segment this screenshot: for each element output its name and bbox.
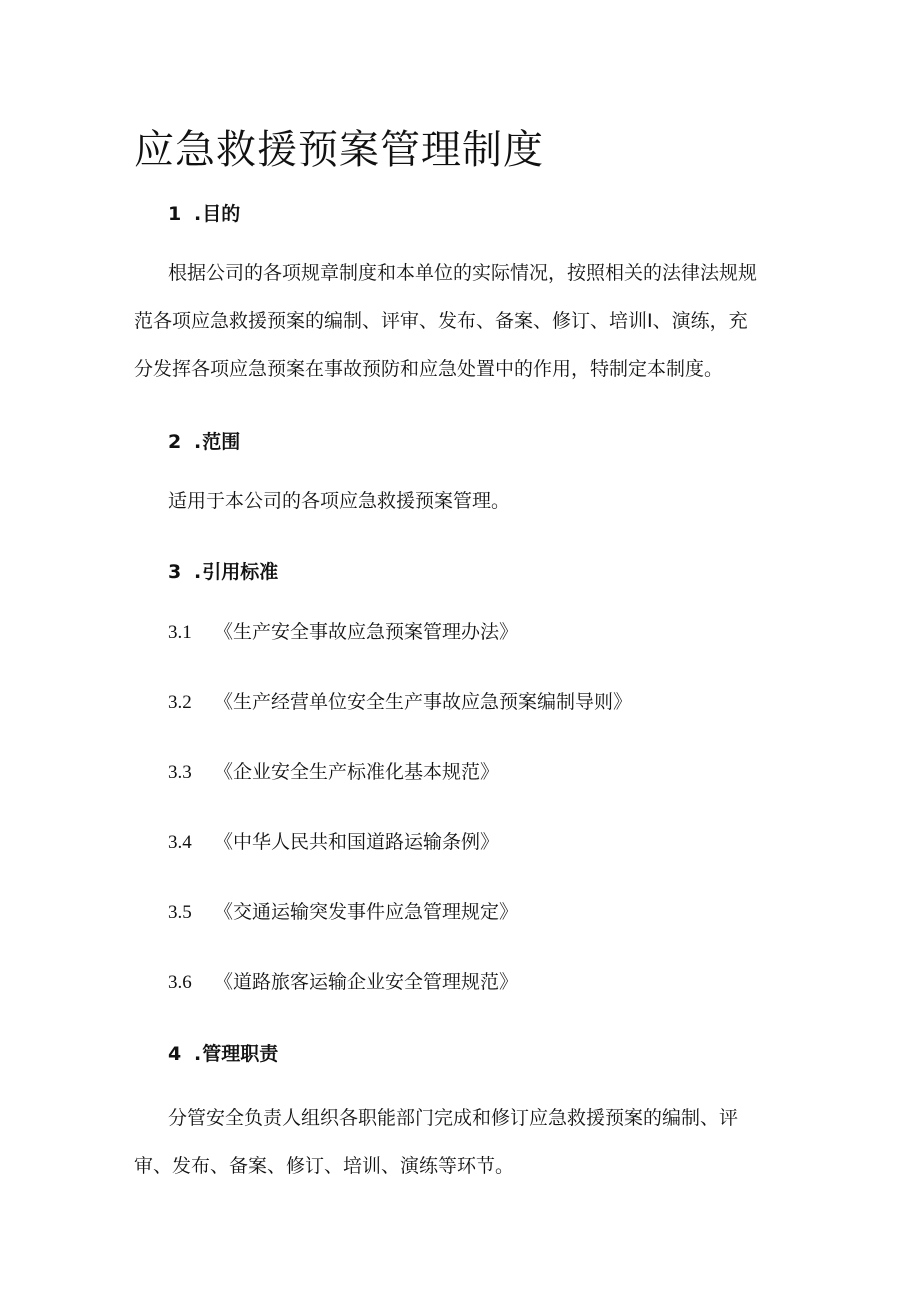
paragraph-line: 适用于本公司的各项应急救援预案管理。	[168, 490, 511, 512]
section-heading-scope: 2 .范围	[168, 428, 240, 456]
reference-item	[168, 968, 518, 997]
section-heading-references: 3 .引用标准	[168, 558, 278, 586]
reference-item	[168, 618, 518, 647]
section-title: 目的	[202, 203, 241, 225]
section-number: 1	[168, 203, 182, 225]
reference-title: 《企业安全生产标准化基本规范》	[214, 761, 500, 783]
reference-number: 3.6	[168, 972, 192, 993]
document-title: 应急救援预案管理制度	[134, 127, 544, 173]
paragraph-line: 分发挥各项应急预案在事故预防和应急处置中的作用，特制定本制度。	[134, 358, 724, 380]
reference-title: 《中华人民共和国道路运输条例》	[214, 831, 500, 853]
section-number: 4	[168, 1043, 182, 1065]
reference-title: 《交通运输突发事件应急管理规定》	[214, 901, 519, 923]
paragraph-line: 根据公司的各项规章制度和本单位的实际情况，按照相关的法律法规规	[168, 262, 758, 284]
reference-item	[168, 688, 632, 717]
reference-number: 3.5	[168, 902, 192, 923]
purpose-paragraph	[134, 249, 794, 393]
reference-title: 《道路旅客运输企业安全管理规范》	[214, 971, 519, 993]
section-heading-duties: 4 .管理职责	[168, 1040, 278, 1068]
reference-number: 3.2	[168, 692, 192, 713]
reference-title: 《生产安全事故应急预案管理办法》	[214, 621, 519, 643]
section-number: 2	[168, 431, 182, 453]
section-title: 引用标准	[202, 561, 279, 583]
scope-paragraph	[134, 477, 794, 525]
paragraph-line: 范各项应急救援预案的编制、评审、发布、备案、修订、培训I、演练，充	[134, 310, 748, 332]
reference-number: 3.4	[168, 832, 192, 853]
duties-paragraph	[134, 1094, 794, 1190]
paragraph-line: 分管安全负责人组织各职能部门完成和修订应急救援预案的编制、评	[168, 1107, 739, 1129]
section-title: 管理职责	[202, 1043, 279, 1065]
section-heading-purpose: 1 .目的	[168, 200, 240, 228]
reference-title: 《生产经营单位安全生产事故应急预案编制导则》	[214, 691, 633, 713]
reference-item	[168, 758, 499, 787]
reference-number: 3.1	[168, 622, 192, 643]
section-title: 范围	[202, 431, 241, 453]
reference-item	[168, 828, 499, 857]
section-number: 3	[168, 561, 182, 583]
reference-number: 3.3	[168, 762, 192, 783]
paragraph-line: 审、发布、备案、修订、培训、演练等环节。	[134, 1155, 515, 1177]
reference-item	[168, 898, 518, 927]
